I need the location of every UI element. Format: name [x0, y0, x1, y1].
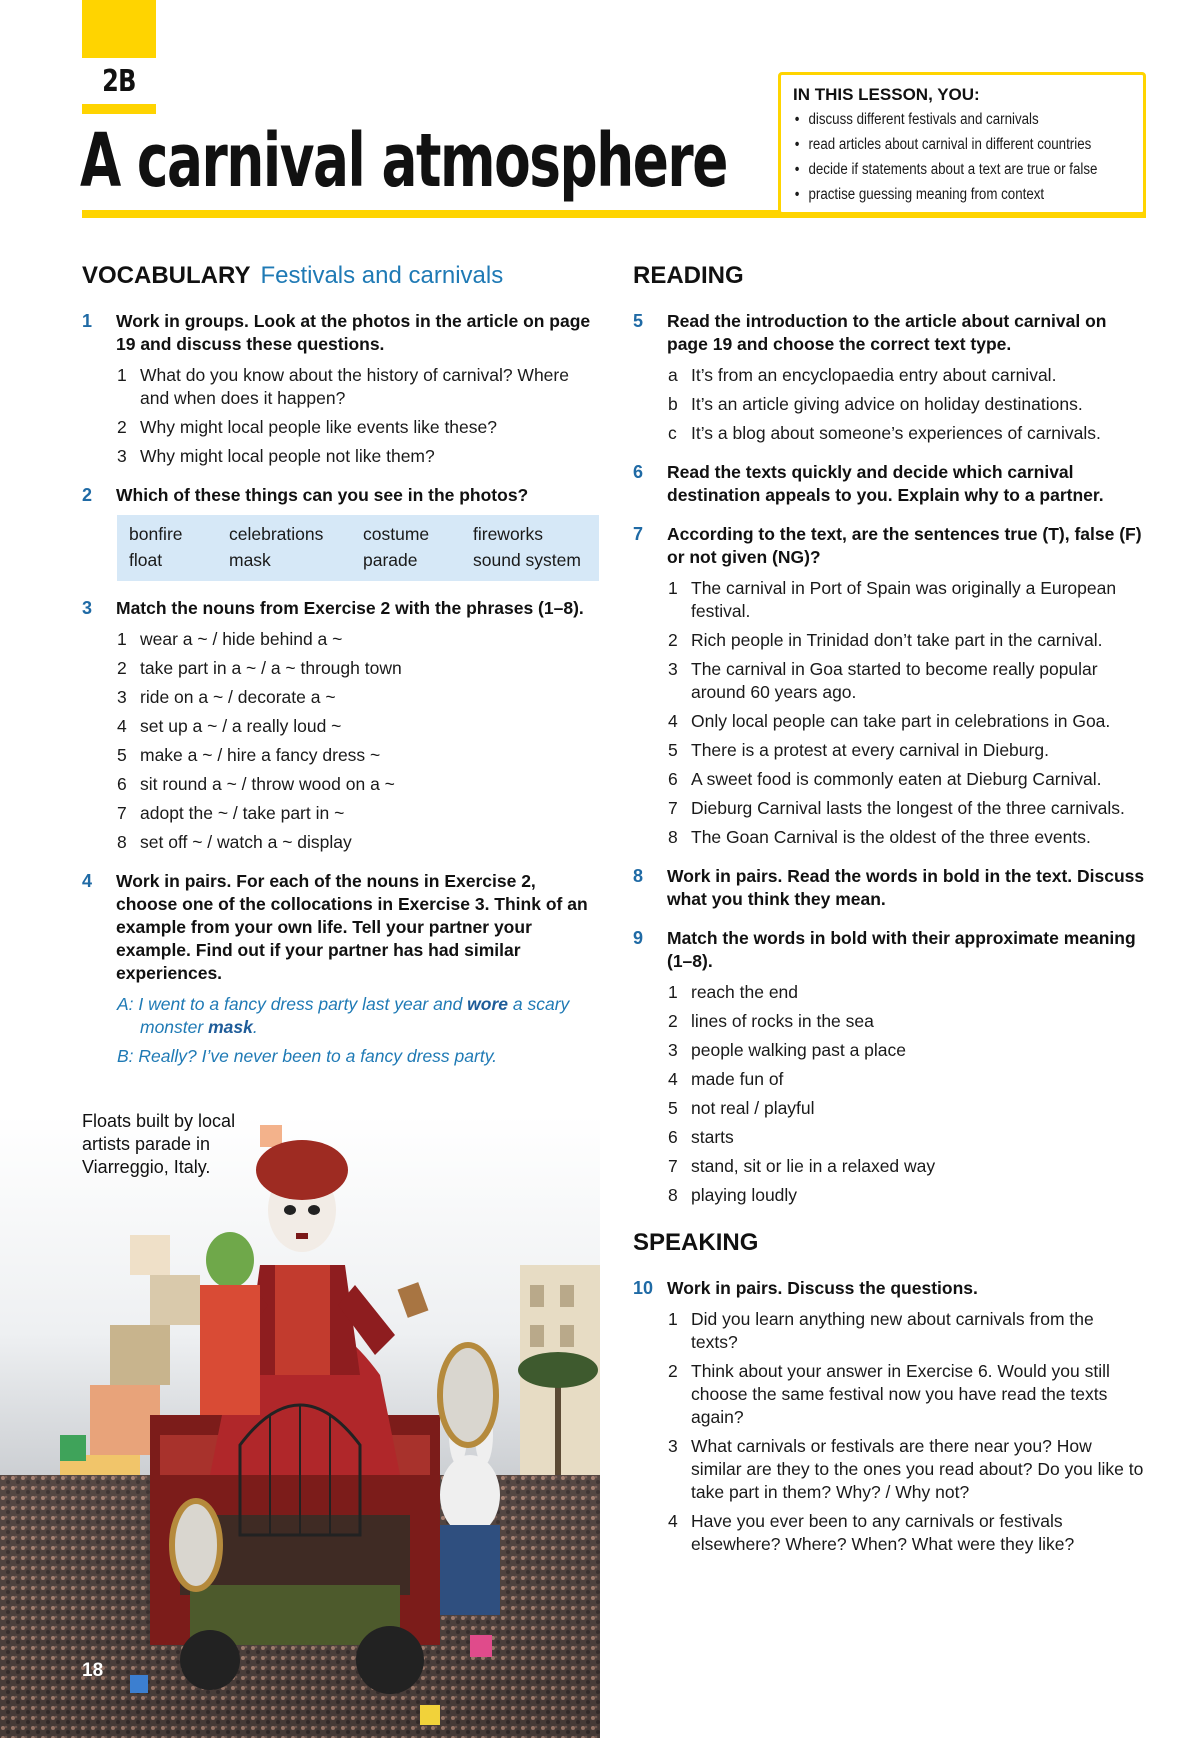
- exercise-instruction: Which of these things can you see in the photos?: [116, 485, 529, 505]
- item-text: wear a ~ / hide behind a ~: [140, 629, 343, 649]
- list-item: [668, 658, 1145, 704]
- exercise-number: 6: [633, 462, 644, 482]
- item-number: 2: [117, 658, 127, 678]
- word-box-item: fireworks: [473, 524, 544, 544]
- item-number: 1: [668, 1309, 678, 1329]
- item-text: The carnival in Port of Spain was originally a European festival.: [691, 578, 1117, 621]
- item-text: lines of rocks in the sea: [691, 1011, 874, 1031]
- exercise-10: [633, 1277, 1145, 1300]
- item-number: 5: [668, 1098, 678, 1118]
- exercise-4: [82, 870, 600, 985]
- exercise-instruction: Work in pairs. Read the words in bold in the text. Discuss what you think they mean.: [667, 866, 1145, 909]
- item-text: make a ~ / hire a fancy dress ~: [140, 745, 381, 765]
- speaking-title: SPEAKING: [633, 1229, 759, 1256]
- item-number: 4: [668, 1069, 678, 1089]
- item-number: 1: [117, 365, 127, 385]
- list-item: [668, 1360, 1145, 1429]
- list-item: [668, 710, 1145, 733]
- example-text: A: I went to a fancy dress party last year and: [117, 994, 468, 1014]
- exercise-number: 1: [82, 311, 93, 331]
- list-item: [668, 1308, 1145, 1354]
- lesson-objective: • practise guessing meaning from context: [793, 182, 1085, 207]
- exercise-instruction: Match the words in bold with their approximate meaning (1–8).: [667, 928, 1136, 971]
- item-number: 8: [668, 827, 678, 847]
- exercise-number: 7: [633, 524, 644, 544]
- example-dialogue-b: B: Really? I’ve never been to a fancy dress party.: [117, 1046, 498, 1066]
- item-text: A sweet food is commonly eaten at Dieburg Carnival.: [691, 769, 1102, 789]
- reading-title: READING: [633, 262, 744, 289]
- list-item: [668, 797, 1145, 820]
- item-text: Why might local people not like them?: [140, 446, 435, 466]
- example-text: a scary monster: [140, 994, 570, 1037]
- reading-heading: [633, 262, 1145, 298]
- exercise-10-items: [668, 1308, 1145, 1556]
- list-item: [117, 445, 600, 468]
- list-item: [117, 773, 600, 796]
- item-number: 7: [668, 798, 678, 818]
- list-item: [668, 1039, 1145, 1062]
- item-text: It’s from an encyclopaedia entry about carnival.: [691, 365, 1057, 385]
- item-number: 6: [668, 769, 678, 789]
- word-box-item: bonfire: [129, 524, 183, 544]
- item-text: Rich people in Trinidad don’t take part in the carnival.: [691, 630, 1103, 650]
- item-text: set off ~ / watch a ~ display: [140, 832, 352, 852]
- item-number: 1: [668, 982, 678, 1002]
- item-text: reach the end: [691, 982, 799, 1002]
- item-text: What carnivals or festivals are there near you? How similar are they to the ones you read about? Do you like to take part in them? Why? / Why not?: [691, 1436, 1144, 1502]
- exercise-instruction: Read the texts quickly and decide which carnival destination appeals to you. Explain why to a partner.: [667, 462, 1104, 505]
- exercise-5: [633, 310, 1145, 356]
- reading-column: [633, 262, 1145, 1572]
- item-number: 2: [668, 1361, 678, 1381]
- list-item: [117, 715, 600, 738]
- lesson-objectives-heading: IN THIS LESSON, YOU:: [793, 85, 980, 104]
- list-item: [668, 422, 1145, 445]
- list-item: [117, 744, 600, 767]
- item-number: 3: [668, 1436, 678, 1456]
- vocabulary-column: [82, 262, 600, 1074]
- item-text: Have you ever been to any carnivals or festivals elsewhere? Where? When? What were they like?: [691, 1511, 1075, 1554]
- item-number: 2: [117, 417, 127, 437]
- word-box-item: celebrations: [229, 524, 324, 544]
- item-text: Think about your answer in Exercise 6. Would you still choose the same festival now you have read the texts again?: [691, 1361, 1110, 1427]
- item-text: sit round a ~ / throw wood on a ~: [140, 774, 395, 794]
- item-letter: a: [668, 365, 678, 385]
- vocabulary-subtitle: Festivals and carnivals: [260, 262, 504, 289]
- item-text: There is a protest at every carnival in Dieburg.: [691, 740, 1049, 760]
- list-item: [117, 364, 600, 410]
- exercise-number: 3: [82, 598, 93, 618]
- item-text: not real / playful: [691, 1098, 815, 1118]
- exercise-instruction: According to the text, are the sentences true (T), false (F) or not given (NG)?: [667, 524, 1142, 567]
- exercise-3-items: [117, 628, 600, 854]
- word-box-item: sound system: [473, 550, 581, 570]
- list-item: [117, 657, 600, 680]
- item-text: stand, sit or lie in a relaxed way: [691, 1156, 936, 1176]
- list-item: [668, 1510, 1145, 1556]
- exercise-instruction: Read the introduction to the article about carnival on page 19 and choose the correct text type.: [667, 311, 1107, 354]
- word-box-item: parade: [363, 550, 418, 570]
- page-number: 18: [82, 1660, 104, 1681]
- item-text: It’s a blog about someone’s experiences of carnivals.: [691, 423, 1101, 443]
- item-text: adopt the ~ / take part in ~: [140, 803, 345, 823]
- list-item: [117, 802, 600, 825]
- item-number: 7: [117, 803, 127, 823]
- item-text: Dieburg Carnival lasts the longest of the three carnivals.: [691, 798, 1125, 818]
- item-text: Did you learn anything new about carnivals from the texts?: [691, 1309, 1094, 1352]
- exercise-number: 5: [633, 311, 644, 331]
- vocabulary-title: VOCABULARY: [82, 262, 251, 289]
- item-number: 4: [668, 1511, 678, 1531]
- item-number: 2: [668, 1011, 678, 1031]
- example-dialogue-a: [117, 993, 600, 1039]
- item-letter: b: [668, 394, 678, 414]
- lesson-objectives-box: [778, 72, 1146, 215]
- word-box-item: float: [129, 550, 163, 570]
- item-number: 6: [117, 774, 127, 794]
- item-text: made fun of: [691, 1069, 784, 1089]
- item-number: 3: [668, 659, 678, 679]
- lesson-objectives-list: [793, 107, 1133, 207]
- item-text: take part in a ~ / a ~ through town: [140, 658, 402, 678]
- item-number: 5: [117, 745, 127, 765]
- item-number: 4: [668, 711, 678, 731]
- lesson-objective: • decide if statements about a text are true or false: [793, 157, 1085, 182]
- photo-caption: Floats built by local artists parade in Viarreggio, Italy.: [82, 1111, 236, 1177]
- word-box-item: mask: [229, 550, 271, 570]
- item-number: 1: [668, 578, 678, 598]
- list-item: [668, 768, 1145, 791]
- list-item: [668, 826, 1145, 849]
- exercise-1-items: [117, 364, 600, 468]
- item-number: 8: [668, 1185, 678, 1205]
- speaking-heading: [633, 1229, 1145, 1265]
- list-item: [117, 831, 600, 854]
- exercise-9: [633, 927, 1145, 973]
- item-text: ride on a ~ / decorate a ~: [140, 687, 336, 707]
- exercise-6: [633, 461, 1145, 507]
- example-bold-word: mask: [208, 1017, 253, 1037]
- example-bold-word: wore: [467, 994, 509, 1014]
- exercise-number: 8: [633, 866, 644, 886]
- item-text: The Goan Carnival is the oldest of the three events.: [691, 827, 1091, 847]
- list-item: [668, 1126, 1145, 1149]
- item-number: 3: [117, 446, 127, 466]
- item-text: Why might local people like events like these?: [140, 417, 497, 437]
- item-text: set up a ~ / a really loud ~: [140, 716, 342, 736]
- example-text: .: [252, 1017, 258, 1037]
- list-item: [668, 981, 1145, 1004]
- list-item: [117, 628, 600, 651]
- word-box-item: costume: [363, 524, 430, 544]
- item-text: It’s an article giving advice on holiday destinations.: [691, 394, 1083, 414]
- item-number: 6: [668, 1127, 678, 1147]
- list-item: [668, 1010, 1145, 1033]
- item-number: 5: [668, 740, 678, 760]
- exercise-number: 4: [82, 871, 93, 891]
- exercise-1: [82, 310, 600, 356]
- list-item: [668, 364, 1145, 387]
- item-number: 1: [117, 629, 127, 649]
- list-item: [668, 1068, 1145, 1091]
- exercise-number: 2: [82, 485, 93, 505]
- item-text: What do you know about the history of carnival? Where and when does it happen?: [140, 365, 569, 408]
- carnival-float-photo: [0, 1115, 600, 1738]
- item-number: 8: [117, 832, 127, 852]
- list-item: [668, 1097, 1145, 1120]
- item-letter: c: [668, 423, 677, 443]
- item-text: starts: [691, 1127, 734, 1147]
- exercise-instruction: Match the nouns from Exercise 2 with the phrases (1–8).: [116, 598, 584, 618]
- list-item: [668, 1435, 1145, 1504]
- list-item: [668, 1184, 1145, 1207]
- exercise-8: [633, 865, 1145, 911]
- exercise-number: 9: [633, 928, 644, 948]
- item-text: The carnival in Goa started to become really popular around 60 years ago.: [691, 659, 1098, 702]
- item-text: Only local people can take part in celebrations in Goa.: [691, 711, 1111, 731]
- vocabulary-heading: [82, 262, 600, 298]
- page-title: A carnival atmosphere: [80, 118, 727, 204]
- exercise-instruction: Work in pairs. Discuss the questions.: [667, 1278, 978, 1298]
- list-item: [668, 739, 1145, 762]
- lesson-objective: • discuss different festivals and carnivals: [793, 107, 1085, 132]
- exercise-5-items: [668, 364, 1145, 445]
- list-item: [668, 629, 1145, 652]
- list-item: [668, 393, 1145, 416]
- item-number: 2: [668, 630, 678, 650]
- exercise-number: 10: [633, 1278, 654, 1298]
- exercise-instruction: Work in groups. Look at the photos in the article on page 19 and discuss these questions.: [116, 311, 591, 354]
- item-number: 4: [117, 716, 127, 736]
- list-item: [117, 416, 600, 439]
- list-item: [117, 686, 600, 709]
- unit-label-box: [82, 58, 156, 104]
- exercise-3: [82, 597, 600, 620]
- word-box: [117, 515, 599, 581]
- exercise-9-items: [668, 981, 1145, 1207]
- lesson-objective: • read articles about carnival in different countries: [793, 132, 1085, 157]
- item-text: playing loudly: [691, 1185, 798, 1205]
- unit-label: 2B: [102, 63, 136, 99]
- item-number: 3: [668, 1040, 678, 1060]
- list-item: [668, 577, 1145, 623]
- exercise-7: [633, 523, 1145, 569]
- item-text: people walking past a place: [691, 1040, 907, 1060]
- list-item: [668, 1155, 1145, 1178]
- exercise-instruction: Work in pairs. For each of the nouns in Exercise 2, choose one of the collocations in Exercise 3. Think of an example from your own life. Tell your partner your example. Find out if your partner has had similar experiences.: [116, 871, 588, 983]
- item-number: 3: [117, 687, 127, 707]
- exercise-2: [82, 484, 600, 507]
- item-number: 7: [668, 1156, 678, 1176]
- exercise-7-items: [668, 577, 1145, 849]
